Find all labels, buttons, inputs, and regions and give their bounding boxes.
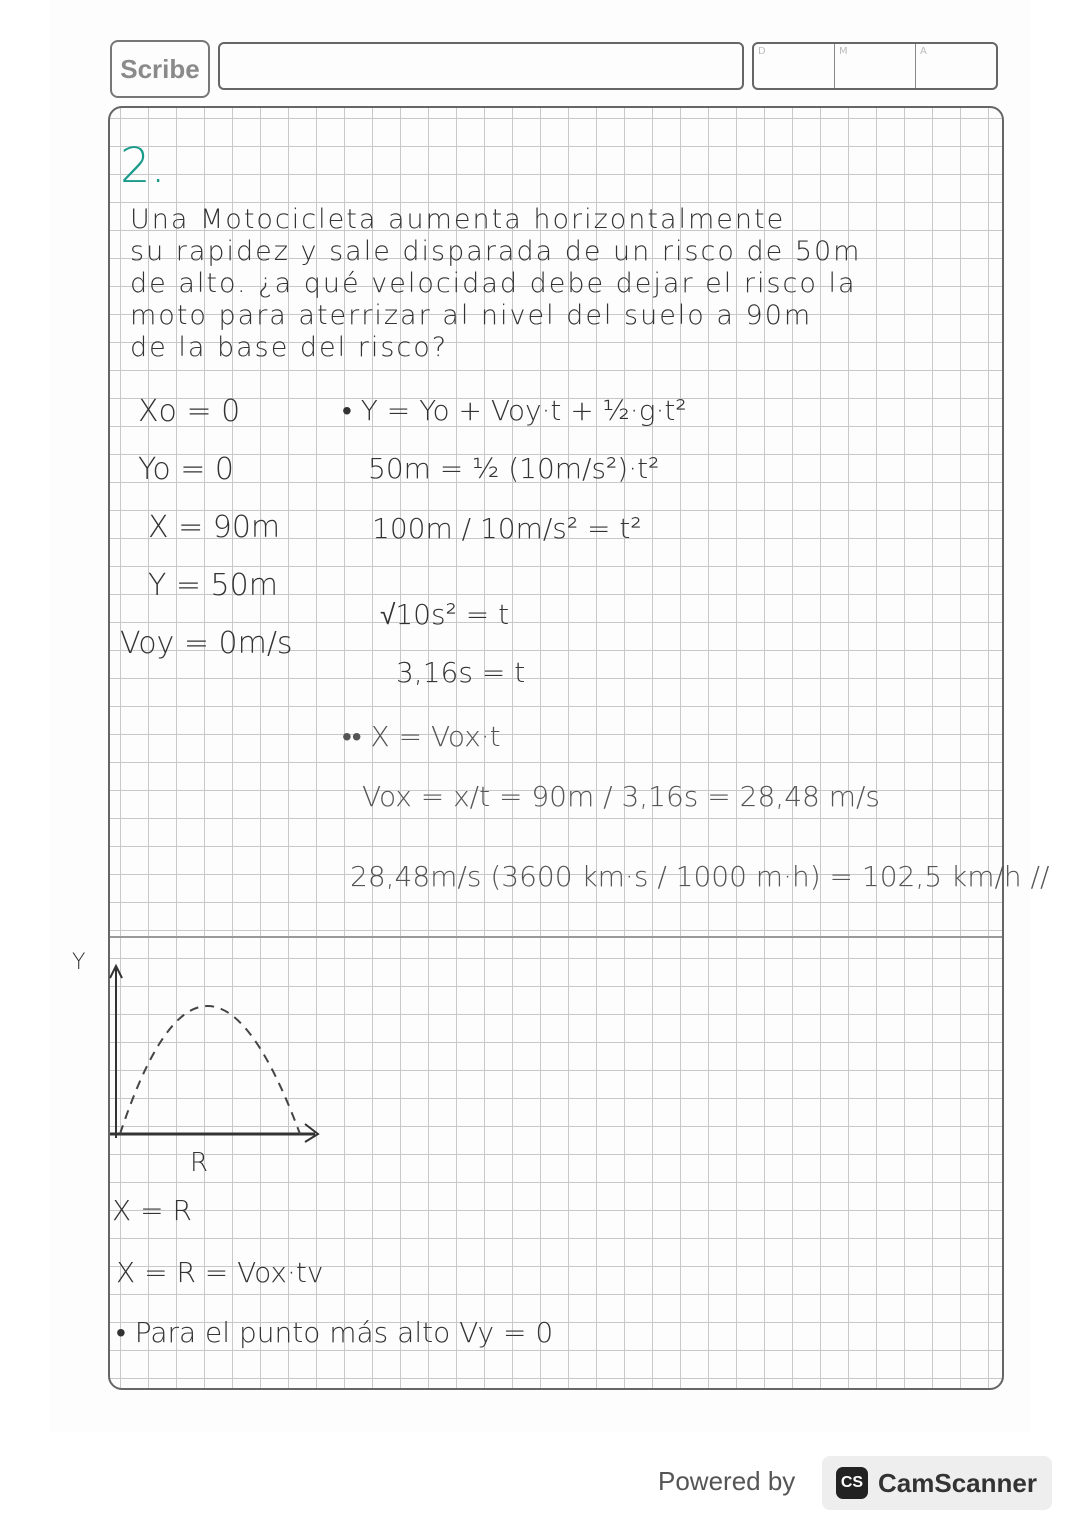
given-voy: Voy = 0m/s bbox=[120, 626, 293, 661]
given-xo: Xo = 0 bbox=[138, 394, 241, 429]
bottom-line: X = R bbox=[112, 1194, 192, 1227]
title-box bbox=[218, 42, 744, 90]
powered-by-text: Powered by bbox=[658, 1466, 796, 1496]
camscanner-logo-icon: CS bbox=[836, 1467, 868, 1499]
solution-step: Vox = x/t = 90m / 3,16s = 28,48 m/s bbox=[362, 780, 881, 813]
y-axis-label: Y bbox=[72, 950, 86, 975]
solution-step: √10s² = t bbox=[380, 598, 510, 631]
problem-line: Una Motocicleta aumenta horizontalmente bbox=[130, 204, 786, 235]
camscanner-badge bbox=[822, 1456, 1052, 1510]
problem-line: de alto. ¿a qué velocidad debe dejar el risco la bbox=[130, 268, 857, 299]
solution-step: 100m / 10m/s² = t² bbox=[372, 512, 642, 545]
solution-step: 28,48m/s (3600 km·s / 1000 m·h) = 102,5 km/h // bbox=[350, 860, 1050, 893]
problem-line: moto para aterrizar al nivel del suelo a 90m bbox=[130, 300, 813, 331]
solution-step: 3,16s = t bbox=[396, 656, 526, 689]
bottom-line: X = R = Vox·tv bbox=[116, 1256, 324, 1289]
bottom-line: • Para el punto más alto Vy = 0 bbox=[116, 1316, 554, 1349]
section-divider bbox=[110, 936, 1002, 938]
range-label: R bbox=[190, 1148, 209, 1178]
trajectory-diagram bbox=[110, 948, 370, 1178]
problem-number: 2. bbox=[120, 138, 166, 194]
given-yo: Yo = 0 bbox=[138, 452, 234, 487]
parabola-path bbox=[120, 1006, 300, 1134]
solution-step: • Y = Yo + Voy·t + ½·g·t² bbox=[342, 394, 687, 427]
date-month-label: M bbox=[835, 44, 916, 88]
date-year-label: A bbox=[920, 46, 927, 57]
camscanner-name: CamScanner bbox=[878, 1467, 1037, 1498]
given-y: Y = 50m bbox=[148, 568, 278, 603]
date-day-label: D bbox=[754, 44, 835, 88]
solution-step: 50m = ½ (10m/s²)·t² bbox=[368, 452, 660, 485]
grid-sheet bbox=[72, 106, 1050, 1390]
given-x: X = 90m bbox=[148, 510, 281, 545]
problem-line: de la base del risco? bbox=[130, 332, 449, 363]
solution-step: •• X = Vox·t bbox=[342, 720, 501, 753]
date-box bbox=[752, 42, 998, 90]
problem-line: su rapidez y sale disparada de un risco de 50m bbox=[130, 236, 862, 267]
notebook-brand-logo: Scribe bbox=[110, 40, 210, 98]
